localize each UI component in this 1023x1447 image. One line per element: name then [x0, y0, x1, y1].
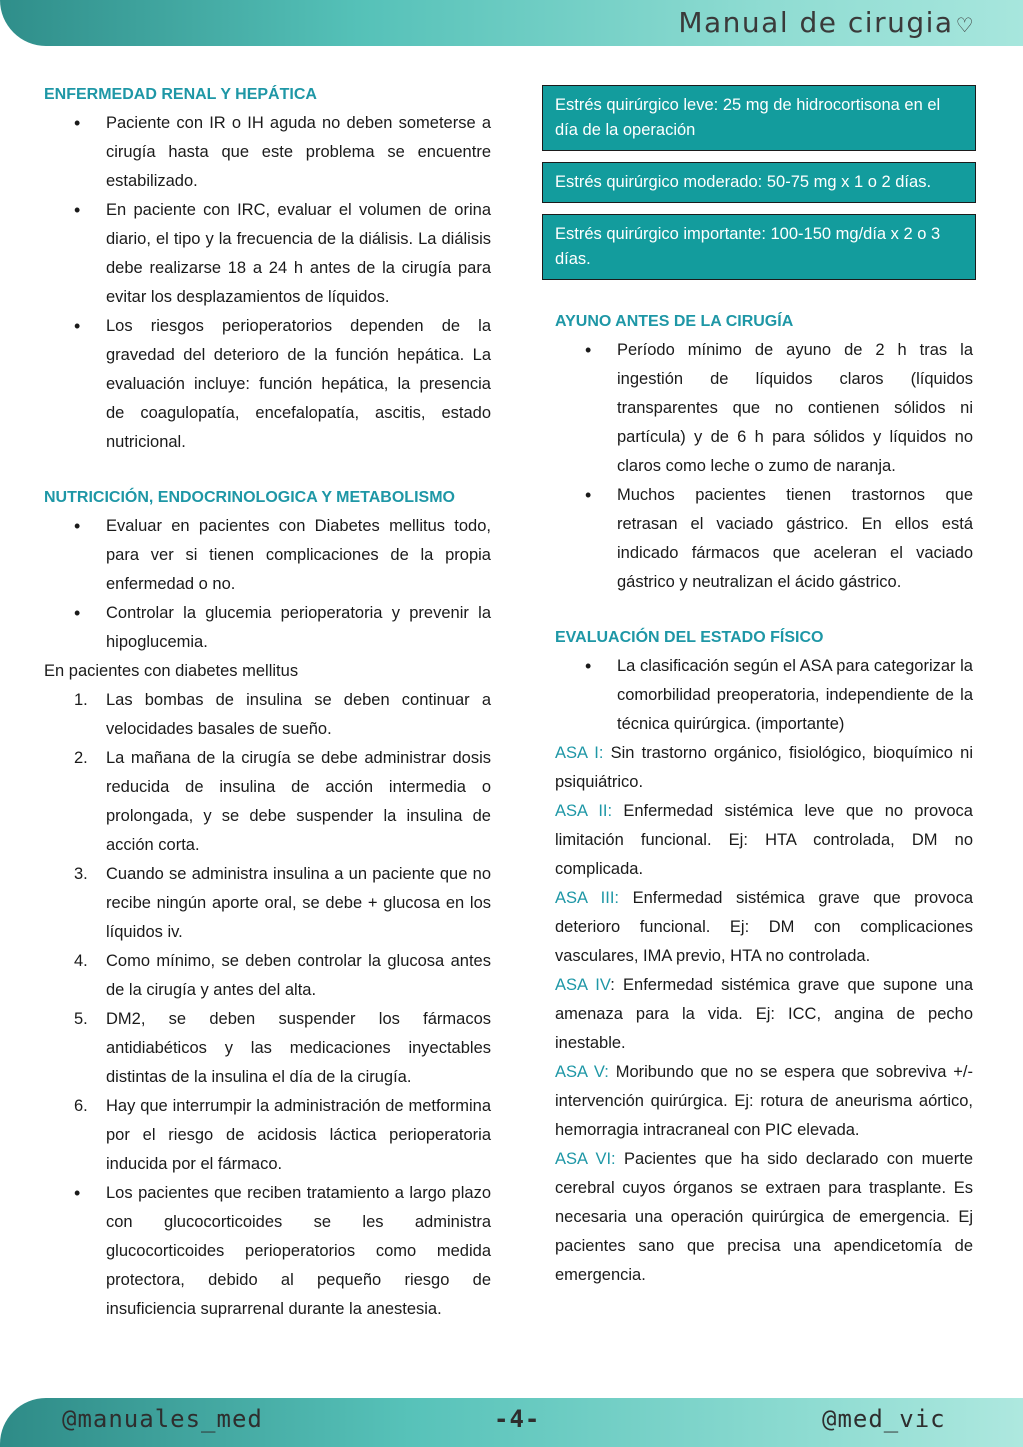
asa-6	[555, 1145, 973, 1290]
item-number: 2.	[74, 749, 88, 767]
list-item: • Paciente con IR o IH aguda no deben someterse a cirugía hasta que este problema se encuentre estabilizado.	[44, 109, 491, 196]
ayuno-bullets	[555, 336, 973, 597]
asa-label: ASA VI:	[555, 1150, 616, 1168]
heart-doodle-icon: ♡	[955, 13, 975, 37]
item-text: Como mínimo, se deben controlar la glucosa antes de la cirugía y antes del alta.	[106, 952, 491, 999]
dm-numbered-list	[44, 686, 491, 1179]
section-title-nutricion: NUTRICICIÓN, ENDOCRINOLOGICA Y METABOLISMO	[44, 489, 455, 506]
list-item: • Período mínimo de ayuno de 2 h tras la ingestión de líquidos claros (líquidos transparentes que no contienen sólidos ni partícula) y de 6 h para sólidos y líquidos no claros como leche o zumo de naranja.	[555, 336, 973, 481]
header-title-text: Manual de cirugia	[678, 6, 954, 39]
dm-intro: En pacientes con diabetes mellitus	[44, 662, 299, 680]
item-number: 4.	[74, 952, 88, 970]
item-number: 6.	[74, 1097, 88, 1115]
footer-handle-left: @manuales_med	[62, 1405, 263, 1433]
asa-4	[555, 971, 973, 1058]
list-item: • Evaluar en pacientes con Diabetes mellitus todo, para ver si tienen complicaciones de la propia enfermedad o no.	[44, 512, 491, 599]
header-title	[678, 6, 975, 39]
nutri-bullets	[44, 512, 491, 657]
asa-label: ASA I:	[555, 744, 604, 762]
list-item: • Muchos pacientes tienen trastornos que retrasan el vaciado gástrico. En ellos está indicado fármacos que aceleran el vaciado gástrico y neutralizan el ácido gástrico.	[555, 481, 973, 597]
list-item	[44, 1092, 491, 1179]
section-title-estado-fisico: EVALUACIÓN DEL ESTADO FÍSICO	[555, 629, 824, 646]
section-title-renal: ENFERMEDAD RENAL Y HEPÁTICA	[44, 86, 317, 103]
item-number: 1.	[74, 691, 88, 709]
list-item	[44, 686, 491, 744]
stress-box-moderado: Estrés quirúrgico moderado: 50-75 mg x 1 o 2 días.	[542, 162, 976, 203]
asa-label: ASA V:	[555, 1063, 609, 1081]
asa-label: ASA II:	[555, 802, 613, 820]
section-title-ayuno: AYUNO ANTES DE LA CIRUGÍA	[555, 313, 794, 330]
right-column	[555, 307, 973, 1290]
item-text: Las bombas de insulina se deben continuar a velocidades basales de sueño.	[106, 691, 491, 738]
left-column	[44, 80, 491, 1324]
list-item: • Los riesgos perioperatorios dependen de la gravedad del deterioro de la función hepática. La evaluación incluye: función hepática, la presencia de coagulopatía, encefalopatía, ascitis, estado nutricional.	[44, 312, 491, 457]
glucocorticoid-bullet	[44, 1179, 491, 1324]
page-number: -4-	[494, 1405, 541, 1433]
asa-1	[555, 739, 973, 797]
asa-text: Enfermedad sistémica grave que provoca deterioro funcional. Ej: DM con complicaciones vasculares, IMA previo, HTA no controlada.	[555, 889, 974, 965]
asa-2	[555, 797, 973, 884]
list-item	[44, 1005, 491, 1092]
asa-5	[555, 1058, 973, 1145]
asa-bullet	[555, 652, 973, 739]
renal-bullets	[44, 109, 491, 457]
list-item	[44, 947, 491, 1005]
item-text: Hay que interrumpir la administración de metformina por el riesgo de acidosis láctica perioperatoria inducida por el fármaco.	[106, 1097, 491, 1173]
list-item: • Los pacientes que reciben tratamiento a largo plazo con glucocorticoides se les administra glucocorticoides perioperatorios como medida protectora, debido al pequeño riesgo de insuficiencia suprarrenal durante la anestesia.	[44, 1179, 491, 1324]
list-item: • La clasificación según el ASA para categorizar la comorbilidad preoperatoria, independiente de la técnica quirúrgica. (importante)	[555, 652, 973, 739]
stress-box-leve: Estrés quirúrgico leve: 25 mg de hidrocortisona en el día de la operación	[542, 85, 976, 151]
stress-box-importante: Estrés quirúrgico importante: 100-150 mg/día x 2 o 3 días.	[542, 214, 976, 280]
item-number: 3.	[74, 865, 88, 883]
item-number: 5.	[74, 1010, 88, 1028]
list-item: • Controlar la glucemia perioperatoria y prevenir la hipoglucemia.	[44, 599, 491, 657]
item-text: La mañana de la cirugía se debe administrar dosis reducida de insulina de acción intermedia o prolongada, y se debe suspender la insulina de acción corta.	[106, 749, 491, 854]
list-item	[44, 744, 491, 860]
asa-text: Pacientes que ha sido declarado con muerte cerebral cuyos órganos se extraen para trasplante. Es necesaria una operación quirúrgica de emergencia. Ej pacientes sano que precisa una apendicetomía de emergencia.	[555, 1150, 973, 1284]
item-text: Cuando se administra insulina a un paciente que no recibe ningún aporte oral, se debe + glucosa en los líquidos iv.	[106, 865, 491, 941]
asa-label: ASA IV	[555, 976, 611, 994]
asa-label: ASA III:	[555, 889, 620, 907]
asa-text: : Enfermedad sistémica grave que supone una amenaza para la vida. Ej: ICC, angina de pecho inestable.	[555, 976, 973, 1052]
asa-text: Enfermedad sistémica leve que no provoca limitación funcional. Ej: HTA controlada, DM no complicada.	[555, 802, 973, 878]
item-text: DM2, se deben suspender los fármacos antidiabéticos y las medicaciones inyectables distintas de la insulina el día de la cirugía.	[106, 1010, 491, 1086]
list-item	[44, 860, 491, 947]
footer-handle-right: @med_vic	[822, 1405, 946, 1433]
asa-3	[555, 884, 973, 971]
list-item: • En paciente con IRC, evaluar el volumen de orina diario, el tipo y la frecuencia de la diálisis. La diálisis debe realizarse 18 a 24 h antes de la cirugía para evitar los desplazamientos de líquidos.	[44, 196, 491, 312]
asa-text: Moribundo que no se espera que sobreviva +/- intervención quirúrgica. Ej: rotura de aneurisma aórtico, hemorragia intracraneal con PIC elevada.	[555, 1063, 973, 1139]
asa-text: Sin trastorno orgánico, fisiológico, bioquímico ni psiquiátrico.	[555, 744, 973, 791]
